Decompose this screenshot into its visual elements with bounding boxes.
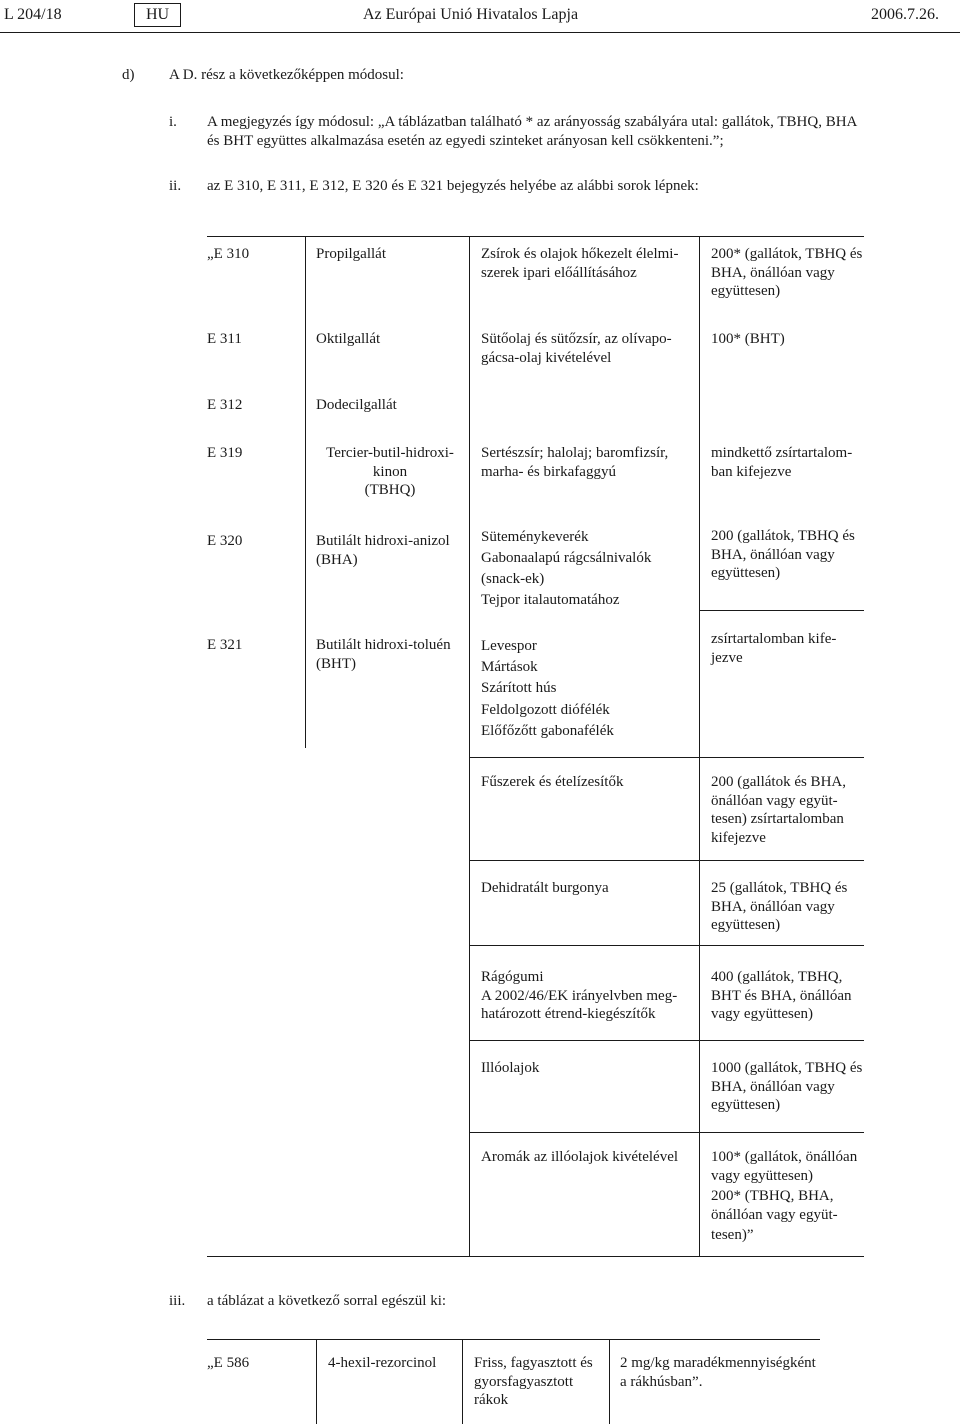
- item-iii-marker: iii.: [169, 1293, 186, 1309]
- section-d-text: A D. rész a következőképpen módosul:: [169, 67, 404, 83]
- food-category: Aromák az illóolajok kivételével: [481, 1149, 679, 1165]
- section-d-marker: d): [122, 67, 135, 83]
- food-category: Illóolajok: [481, 1060, 540, 1076]
- food-category: Zsírok és olajok hőkezelt élelmi- szerek ipari előállításához: [481, 246, 679, 281]
- additive-code: E 312: [207, 397, 243, 413]
- additive-name: Butilált hidroxi-anizol (BHA): [316, 533, 450, 568]
- language-code-badge: HU: [134, 3, 181, 27]
- max-level: mindkettő zsírtartalom- ban kifejezve: [711, 445, 853, 480]
- additive-code: E 320: [207, 533, 243, 549]
- table-row-rule: [469, 1040, 864, 1041]
- table-column-rule: [609, 1339, 610, 1424]
- food-category: Friss, fagyasztott és gyorsfagyasztott rákok: [474, 1355, 593, 1408]
- max-level: 25 (gallátok, TBHQ és BHA, önállóan vagy együttesen): [711, 880, 848, 933]
- item-ii-marker: ii.: [169, 178, 182, 194]
- table-top-rule: [207, 1339, 820, 1340]
- table-row-rule: [699, 610, 864, 611]
- max-level: 400 (gallátok, TBHQ, BHT és BHA, önállóan vagy együttesen): [711, 969, 852, 1022]
- table-column-rule: [316, 1339, 317, 1424]
- table-column-rule: [469, 236, 470, 1257]
- food-category: Sütőolaj és sütőzsír, az olívapo- gácsa-olaj kivételével: [481, 331, 672, 366]
- food-category: Dehidratált burgonya: [481, 880, 609, 896]
- additive-name: Oktilgallát: [316, 331, 381, 347]
- page-reference: L 204/18: [4, 6, 62, 23]
- additive-code: „E 310: [207, 246, 250, 262]
- additive-code: E 311: [207, 331, 242, 347]
- table-top-rule: [207, 236, 864, 237]
- max-level: 200 (gallátok, TBHQ és BHA, önállóan vagy együttesen): [711, 528, 855, 581]
- journal-title: Az Európai Unió Hivatalos Lapja: [363, 6, 579, 23]
- additive-name: Tercier-butil-hidroxi- kinon (TBHQ): [326, 445, 454, 498]
- max-level: 200* (gallátok, TBHQ és BHA, önállóan vagy együttesen): [711, 246, 863, 299]
- table-bottom-rule: [207, 1256, 864, 1257]
- table-row-rule: [469, 1132, 864, 1133]
- item-ii-text: az E 310, E 311, E 312, E 320 és E 321 bejegyzés helyébe az alábbi sorok lépnek:: [207, 178, 699, 194]
- additive-name: Propilgallát: [316, 246, 386, 262]
- table-column-rule: [305, 236, 306, 748]
- table-row-rule: [469, 945, 864, 946]
- additive-code: „E 586: [207, 1355, 250, 1371]
- max-level: 100* (gallátok, önállóan vagy együttesen) 200* (TBHQ, BHA, önállóan vagy együt- tesen)”: [711, 1149, 858, 1243]
- food-category: Rágógumi A 2002/46/EK irányelvben meg- határozott étrend-kiegészítők: [481, 969, 678, 1022]
- item-i-text: A megjegyzés így módosul: „A táblázatban található * az arányosság szabályára utal: gallátok, TBHQ, BHA és BHT együttes alkalmazása esetén az egyedi szinteket arányosan kell csökkenteni.”;: [207, 114, 858, 149]
- max-level-note: zsírtartalomban kife- jezve: [711, 631, 837, 666]
- table-column-rule: [699, 236, 700, 1257]
- item-i-marker: i.: [169, 114, 177, 130]
- publication-date: 2006.7.26.: [871, 6, 939, 23]
- additive-name: Butilált hidroxi-toluén (BHT): [316, 637, 451, 672]
- max-level: 200 (gallátok és BHA, önállóan vagy együt- tesen) zsírtartalomban kifejezve: [711, 774, 846, 846]
- additive-name: Dodecilgallát: [316, 397, 397, 413]
- food-category: Fűszerek és ételízesítők: [481, 774, 624, 790]
- additive-code: E 321: [207, 637, 243, 653]
- table-column-rule: [462, 1339, 463, 1424]
- additive-name: 4-hexil-rezorcinol: [328, 1355, 437, 1371]
- additive-code: E 319: [207, 445, 243, 461]
- header-rule: [0, 32, 960, 33]
- max-level: 2 mg/kg maradékmennyiségként a rákhúsban”.: [620, 1355, 816, 1390]
- table-row-rule: [469, 757, 864, 758]
- food-category: Sertészsír; halolaj; baromfizsír, marha- és birkafaggyú: [481, 445, 669, 480]
- food-category: Süteménykeverék Gabonaalapú rágcsálnivalók (snack-ek) Tejpor italautomatához: [481, 529, 652, 608]
- item-iii-text: a táblázat a következő sorral egészül ki:: [207, 1293, 447, 1309]
- max-level: 1000 (gallátok, TBHQ és BHA, önállóan vagy együttesen): [711, 1060, 863, 1113]
- food-category: Levespor Mártások Szárított hús Feldolgozott diófélék Előfőzőtt gabonafélék: [481, 638, 614, 739]
- max-level: 100* (BHT): [711, 331, 785, 347]
- table-row-rule: [469, 860, 864, 861]
